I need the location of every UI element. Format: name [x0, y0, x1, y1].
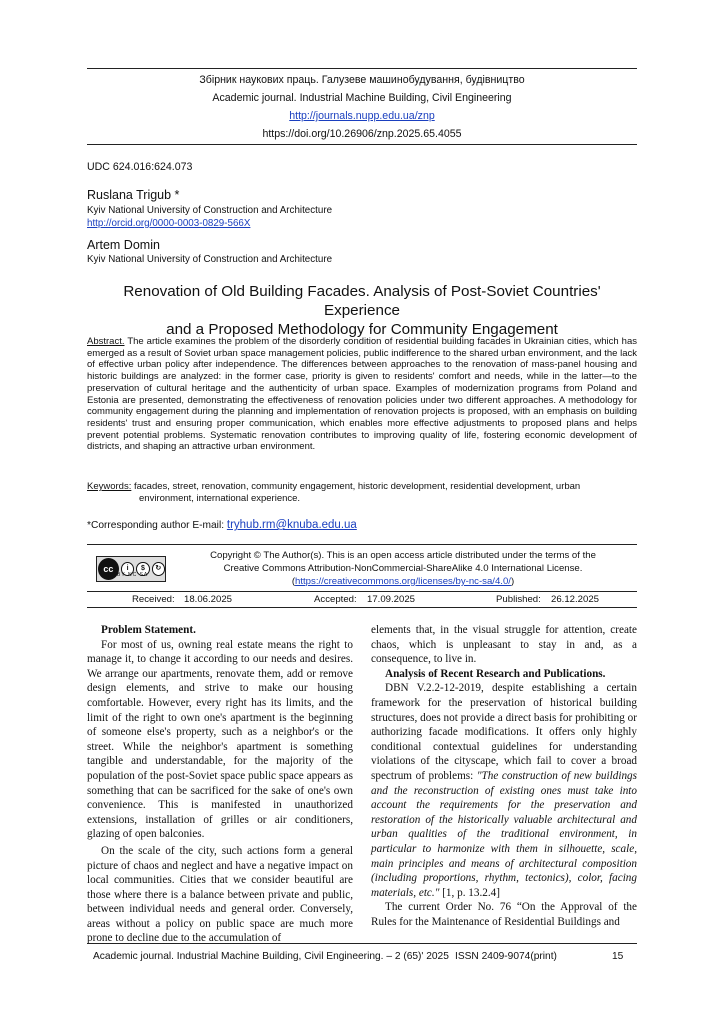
accepted-label: Accepted:	[314, 594, 357, 605]
license-line-2: Creative Commons Attribution-NonCommercial-ShareAlike 4.0 International License.	[223, 563, 583, 574]
corresponding-label: *Corresponding author E-mail:	[87, 520, 227, 531]
cc-license-badge[interactable]	[96, 556, 166, 582]
abstract-text: The article examines the problem of the disorderly condition of residential building facades in Ukrainian cities, which has emerged as a result of Soviet urban space management policies, public indifference to the shared urban environment, and the lack of effective urban policy after independence. The differences between approaches to the renovation of mass-panel housing and historic buildings are analyzed: in the former case, priority is given to residents' comfort and needs, while in the latter—to the preservation of cultural heritage and the authenticity of urban space. Examples of modernization programs from Poland and Estonia are presented, demonstrating the effectiveness of renovation policies under two different approaches. A methodology for community engagement during the planning and implementation of renovation projects is proposed, with an emphasis on building residents' trust and ensuring proper communication, which enables more effective adjustments to proposed plans and helps prevent potential problems. Systematic renovation contributes to improving quality of life, fostering economic development of districts, and shaping an attractive urban environment.	[87, 336, 637, 453]
corresponding-author	[87, 519, 357, 531]
doi-link[interactable]: https://doi.org/10.26906/znp.2025.65.4055	[262, 128, 462, 140]
keywords-line-2: environment, international experience.	[139, 493, 301, 505]
license-line-3	[190, 575, 616, 588]
sa-icon: ↻	[152, 562, 165, 576]
cc-badge-caption: BY NC SA	[117, 572, 149, 578]
license-link-prefix: (	[291, 576, 296, 587]
paragraph-3: elements that, in the visual struggle for attention, create chaos, which is unpleasant to stay in and, as a consequence, to live in.	[371, 624, 637, 666]
page-number: 15	[612, 951, 624, 962]
paragraph-5: The current Order No. 76 “On the Approval of the Rules for the Maintenance of Residential Buildings and	[371, 901, 637, 928]
dates-bottom-rule	[87, 607, 637, 608]
by-icon: i	[121, 562, 134, 576]
published-label: Published:	[496, 594, 541, 605]
keywords	[87, 481, 637, 506]
keywords-label: Keywords:	[87, 481, 132, 492]
footer-journal: Academic journal. Industrial Machine Building, Civil Engineering. – 2 (65)' 2025	[93, 951, 449, 962]
udc-code: UDC 624.016:624.073	[87, 161, 193, 173]
journal-url-line	[87, 110, 637, 122]
journal-title-en: Academic journal. Industrial Machine Building, Civil Engineering	[212, 92, 512, 104]
corresponding-email-link[interactable]: tryhub.rm@knuba.edu.ua	[226, 519, 357, 531]
paragraph-2: On the scale of the city, such actions form a general picture of chaos and neglect and have a negative impact on local communities. Cities that we consider beautiful are those where there is a balance between private and public, between individual needs and general order. Conversely, areas without a policy on public space are much more prone to decline due to the accumulation of	[87, 844, 353, 945]
abstract	[87, 336, 637, 453]
published-date: 26.12.2025	[551, 594, 600, 605]
citation: [1, p. 13.2.4]	[439, 886, 500, 899]
license-text	[190, 549, 616, 588]
header-bottom-rule	[87, 144, 637, 145]
section-heading-problem: Problem Statement.	[101, 624, 196, 636]
dates-row	[87, 594, 637, 606]
right-column	[371, 623, 637, 929]
orcid-link[interactable]: http://orcid.org/0000-0003-0829-566X	[87, 218, 251, 229]
author-name-2: Artem Domin	[87, 238, 160, 252]
footer-rule	[87, 943, 637, 944]
keywords-line-1	[87, 481, 637, 493]
journal-title-ua: Збірник наукових праць. Галузеве машинобудування, будівництво	[199, 74, 525, 86]
accepted-date: 17.09.2025	[367, 594, 416, 605]
nc-icon: $	[136, 562, 149, 576]
author-affiliation: Kyiv National University of Construction and Architecture	[87, 205, 333, 216]
journal-url-link[interactable]: http://journals.nupp.edu.ua/znp	[289, 110, 435, 122]
abstract-label: Abstract.	[87, 336, 125, 347]
author-name: Ruslana Trigub *	[87, 188, 180, 202]
received-label: Received:	[132, 594, 175, 605]
paragraph-4	[371, 681, 637, 900]
license-link[interactable]: https://creativecommons.org/licenses/by-nc-sa/4.0/	[295, 576, 511, 587]
left-column	[87, 623, 353, 946]
article-title	[87, 282, 637, 339]
license-top-rule	[87, 544, 637, 545]
paragraph-1: For most of us, owning real estate means the right to manage it, to change it according to our needs and desires. We arrange our apartments, renovate them, add or remove design elements, and strive to make our housing comfortable. However, every right has its limits, and the limit of the right to own one's apartment is the beginning of someone else's property, such as a neighbor's or the street. While the neighbor's apartment is something tangible and understandable, for the majority of the population of the post-Soviet space public space appears as something that can be sacrificed for the sake of one's own convenience. This is manifested in unauthorized extensions, installation of grilles or air conditioners, glazing of open balconies.	[87, 638, 353, 841]
license-link-suffix: )	[510, 576, 515, 587]
footer-issn: ISSN 2409-9074(print)	[455, 951, 557, 962]
received-date: 18.06.2025	[184, 594, 233, 605]
author-affiliation-2: Kyiv National University of Construction and Architecture	[87, 254, 333, 265]
paragraph-4-text: DBN V.2.2-12-2019, despite establishing a certain framework for the preservation of historical building structures, does not provide a direct basis for prohibiting or authorizing facade modifications. It offers only highly conditional contextual guidelines for understanding violations of the cityscape, which fail to cover a broad spectrum of problems:	[371, 682, 637, 782]
dbn-quote: "The construction of new buildings and the reconstruction of existing ones must take into account the requirements for the preservation and restoration of the historically valuable architectural and urban qualities of the traditional environment, in particular to harmonize with them in silhouette, scale, main principles and means of architectural composition (including proportions, rhythm, tectonics), color, facing materials, etc."	[371, 769, 637, 899]
keywords-text-1: facades, street, renovation, community engagement, historic development, residential development, urban	[131, 481, 581, 492]
article-title-line-1: Renovation of Old Building Facades. Analysis of Post-Soviet Countries' Experience	[123, 283, 601, 319]
license-line-1: Copyright © The Author(s). This is an open access article distributed under the terms of the	[210, 550, 596, 561]
section-heading-analysis: Analysis of Recent Research and Publications.	[385, 667, 606, 680]
dates-top-rule	[87, 591, 637, 592]
article-title-line-2: and a Proposed Methodology for Community Engagement	[166, 321, 558, 338]
cc-icon: cc	[98, 558, 119, 580]
top-rule	[87, 68, 637, 69]
